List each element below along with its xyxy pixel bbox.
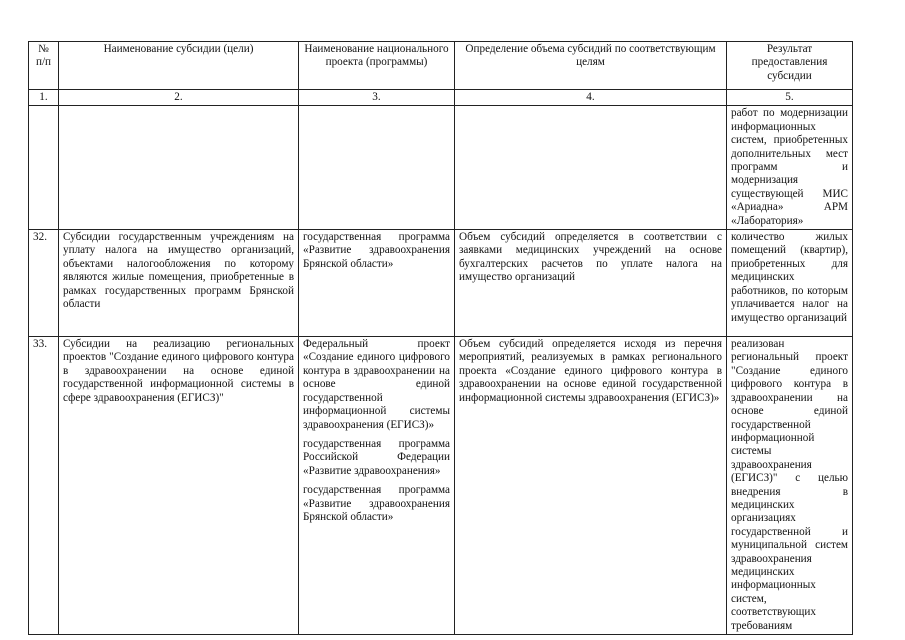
row-result: работ по модернизации информационных систем, приобретенных дополнительных мест программ и модернизация существующей МИС «Ариадна» АРМ «Лаборатория» bbox=[727, 106, 853, 230]
row-project bbox=[299, 337, 455, 635]
index-cell: 2. bbox=[59, 90, 299, 106]
row-definition bbox=[455, 106, 727, 230]
row-number: 33. bbox=[29, 337, 59, 635]
row-subsidy-name bbox=[59, 106, 299, 230]
row-project bbox=[299, 230, 455, 337]
header-volume-definition: Определение объема субсидий по соответствующим целям bbox=[455, 42, 727, 90]
row-subsidy-name: Субсидии на реализацию региональных проектов "Создание единого цифрового контура в здравоохранении на основе единой государственной информационной системы в сфере здравоохранения (ЕГИСЗ)" bbox=[59, 337, 299, 635]
row-number bbox=[29, 106, 59, 230]
table-header-row bbox=[29, 42, 853, 90]
table-row bbox=[29, 106, 853, 230]
table-row bbox=[29, 230, 853, 337]
column-index-row bbox=[29, 90, 853, 106]
row-project bbox=[299, 106, 455, 230]
table-row bbox=[29, 337, 853, 635]
row-subsidy-name: Субсидии государственным учреждениям на уплату налога на имущество организаций, объектами налогообложения по которому являются жилые помещения, приобретенные в рамках государственных программ Брянской области bbox=[59, 230, 299, 337]
row-definition: Объем субсидий определяется в соответствии с заявками медицинских учреждений на основе бухгалтерских расчетов по уплате налога на имущество организаций bbox=[455, 230, 727, 337]
row-result: количество жилых помещений (квартир), приобретенных для медицинских работников, по которым уплачивается налог на имущество организаций bbox=[727, 230, 853, 337]
index-cell: 1. bbox=[29, 90, 59, 106]
project-paragraph: государственная программа «Развитие здравоохранения Брянской области» bbox=[303, 484, 450, 523]
project-paragraph: государственная программа «Развитие здравоохранения Брянской области» bbox=[303, 231, 450, 270]
project-paragraph: Федеральный проект «Создание единого цифрового контура в здравоохранении на основе единой государственной информационной системы здравоохранения (ЕГИСЗ)» bbox=[303, 338, 450, 431]
index-cell: 3. bbox=[299, 90, 455, 106]
index-cell: 4. bbox=[455, 90, 727, 106]
project-paragraph: государственная программа Российской Федерации «Развитие здравоохранения» bbox=[303, 437, 450, 477]
row-definition: Объем субсидий определяется исходя из перечня мероприятий, реализуемых в рамках регионального проекта «Создание единого цифрового контура в здравоохранении на основе единой государственной информационной системы здравоохранения (ЕГИСЗ)» bbox=[455, 337, 727, 635]
row-result: реализован региональный проект "Создание единого цифрового контура в здравоохранении на основе единой государственной информационной системы здравоохранения (ЕГИСЗ)" с целью внедрения в медицинских организациях государственной и муниципальной систем здравоохранения медицинских информационных систем, соответствующих требованиям bbox=[727, 337, 853, 635]
header-subsidy-name: Наименование субсидии (цели) bbox=[59, 42, 299, 90]
row-number: 32. bbox=[29, 230, 59, 337]
subsidy-table bbox=[28, 41, 853, 635]
header-number: № п/п bbox=[29, 42, 59, 90]
header-result: Результат предоставления субсидии bbox=[727, 42, 853, 90]
index-cell: 5. bbox=[727, 90, 853, 106]
header-national-project: Наименование национального проекта (программы) bbox=[299, 42, 455, 90]
